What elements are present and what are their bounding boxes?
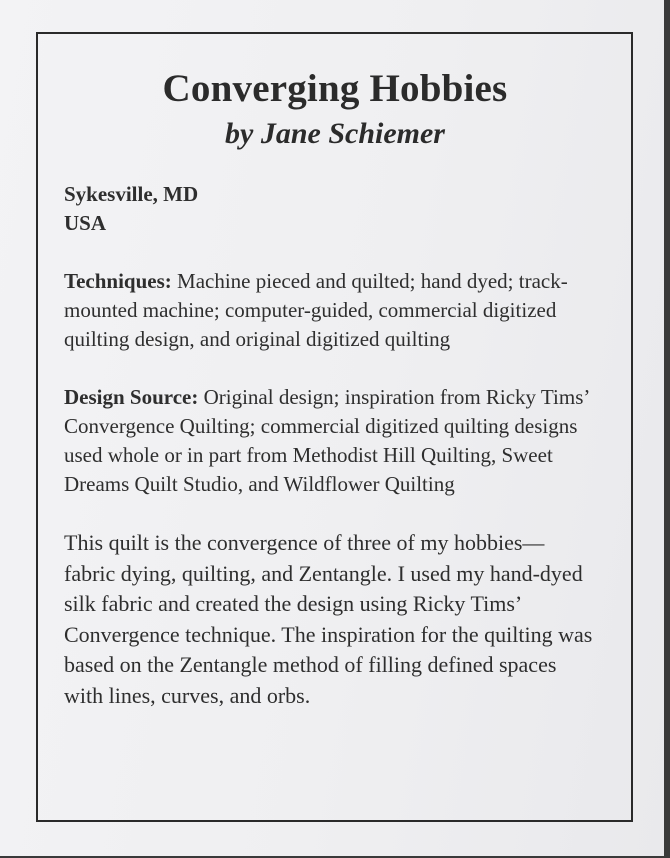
design-source-label: Design Source:	[64, 385, 199, 409]
artist-byline: by Jane Schiemer	[225, 117, 445, 150]
location-country: USA	[64, 211, 107, 235]
quilt-title: Converging Hobbies	[162, 67, 508, 110]
techniques-label: Techniques:	[64, 269, 172, 293]
design-source-text: Original design; inspiration from Ricky Tims’ Convergence Quilting; commercial digitized quilting designs used whole or in part from Methodist Hill Quilting, Sweet Dreams Quilt Studio, and Wildflower Quilting	[64, 385, 589, 496]
card-body	[64, 180, 594, 711]
techniques-text: Machine pieced and quilted; hand dyed; track-mounted machine; computer-guided, commercial digitized quilting design, and original digitized quilting	[64, 269, 568, 351]
location-city: Sykesville, MD	[64, 182, 199, 206]
artist-statement: This quilt is the convergence of three of my hobbies—fabric dying, quilting, and Zentangle. I used my hand-dyed silk fabric and created the design using Ricky Tims’ Convergence technique. The inspiration for the quilting was based on the Zentangle method of filling defined spaces with lines, curves, and orbs.	[64, 530, 593, 708]
design-source-paragraph	[64, 383, 594, 499]
techniques-paragraph	[64, 267, 594, 354]
